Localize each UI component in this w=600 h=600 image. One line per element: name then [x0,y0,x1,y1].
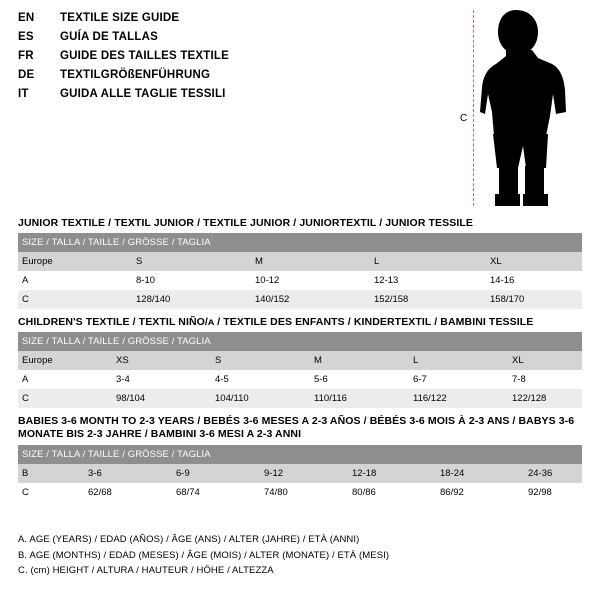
cell: M [310,351,409,370]
cell: 7-8 [508,370,582,389]
cell: S [132,252,251,271]
cell: 152/158 [370,290,486,309]
language-row [18,69,438,88]
cell: 9-12 [260,464,348,483]
table-head-row [18,332,582,351]
language-code: IT [18,88,29,100]
section-babies-textile [18,412,582,502]
cell: 6-9 [172,464,260,483]
measurement-label-c: C [460,113,468,124]
language-header [18,12,438,107]
language-row [18,12,438,31]
cell: 62/68 [84,483,172,502]
babies-size-table [18,445,582,502]
section-title: CHILDREN'S TEXTILE / TEXTIL NIÑO/ᴀ / TEXTILE DES ENFANTS / KINDERTEXTIL / BAMBINI TESSILE [18,316,534,328]
language-row [18,50,438,69]
cell: 80/86 [348,483,436,502]
language-code: FR [18,50,34,62]
table-head-row [18,445,582,464]
cell: S [211,351,310,370]
section-childrens-textile [18,313,582,408]
cell: L [409,351,508,370]
table-subhead-label: SIZE / TALLA / TAILLE / GRÖSSE / TAGLIA [18,233,582,252]
row-label: C [18,290,132,309]
cell: 140/152 [251,290,370,309]
cell: 110/116 [310,389,409,408]
section-title: BABIES 3-6 MONTH TO 2-3 YEARS / BEBÉS 3-6 MESES A 2-3 AÑOS / BÉBÉS 3-6 MOIS À 2-3 ANS / BABYS 3-6 MONATE BIS 2-3 JAHRE / BAMBINI 3-6 MESI A 2-3 ANNI [18,415,575,440]
cell: 92/98 [524,483,582,502]
cell: L [370,252,486,271]
row-label: Europe [18,252,132,271]
footnote-a: A. AGE (YEARS) / EDAD (AÑOS) / ÂGE (ANS) / ALTER (JAHRE) / ETÀ (ANNI) [18,534,360,545]
cell: XS [112,351,211,370]
table-row [18,290,582,309]
table-row [18,370,582,389]
language-row [18,88,438,107]
cell: 128/140 [132,290,251,309]
cell: 4-5 [211,370,310,389]
row-label: A [18,271,132,290]
row-label: Europe [18,351,112,370]
language-title: GUÍA DE TALLAS [60,31,158,43]
footnotes [18,532,582,579]
table-head-row [18,233,582,252]
cell: 104/110 [211,389,310,408]
cell: 68/74 [172,483,260,502]
child-silhouette-icon [480,8,595,208]
language-title: TEXTILGRÖßENFÜHRUNG [60,69,211,81]
cell: 14-16 [486,271,582,290]
cell: 10-12 [251,271,370,290]
language-title: TEXTILE SIZE GUIDE [60,12,180,24]
row-label: C [18,389,112,408]
cell: 3-6 [84,464,172,483]
language-code: EN [18,12,35,24]
cell: 3-4 [112,370,211,389]
row-label: A [18,370,112,389]
cell: 5-6 [310,370,409,389]
language-title: GUIDE DES TAILLES TEXTILE [60,50,229,62]
cell: 116/122 [409,389,508,408]
footnote-b: B. AGE (MONTHS) / EDAD (MESES) / ÂGE (MOIS) / ALTER (MONATE) / ETÀ (MESI) [18,549,390,561]
table-row [18,464,582,483]
table-subhead-label: SIZE / TALLA / TAILLE / GRÖSSE / TAGLIA [18,445,582,464]
section-title: JUNIOR TEXTILE / TEXTIL JUNIOR / TEXTILE JUNIOR / JUNIORTEXTIL / JUNIOR TESSILE [18,217,473,229]
cell: 8-10 [132,271,251,290]
language-title: GUIDA ALLE TAGLIE TESSILI [60,88,226,100]
cell: 74/80 [260,483,348,502]
cell: XL [486,252,582,271]
language-row [18,31,438,50]
children-size-table [18,332,582,408]
table-row [18,351,582,370]
cell: M [251,252,370,271]
table-row [18,252,582,271]
cell: XL [508,351,582,370]
section-junior-textile [18,214,582,309]
cell: 6-7 [409,370,508,389]
junior-size-table [18,233,582,309]
footnote-c: C. (cm) HEIGHT / ALTURA / HAUTEUR / HÖHE / ALTEZZA [18,565,274,576]
row-label: C [18,483,84,502]
measurement-figure [450,8,595,208]
table-row [18,483,582,502]
cell: 86/92 [436,483,524,502]
cell: 24-36 [524,464,582,483]
cell: 18-24 [436,464,524,483]
cell: 158/170 [486,290,582,309]
language-code: DE [18,69,35,81]
cell: 122/128 [508,389,582,408]
language-code: ES [18,31,34,43]
row-label: B [18,464,84,483]
table-subhead-label: SIZE / TALLA / TAILLE / GRÖSSE / TAGLIA [18,332,582,351]
height-guide-line [473,10,474,206]
cell: 12-18 [348,464,436,483]
cell: 98/104 [112,389,211,408]
table-row [18,271,582,290]
cell: 12-13 [370,271,486,290]
table-row [18,389,582,408]
